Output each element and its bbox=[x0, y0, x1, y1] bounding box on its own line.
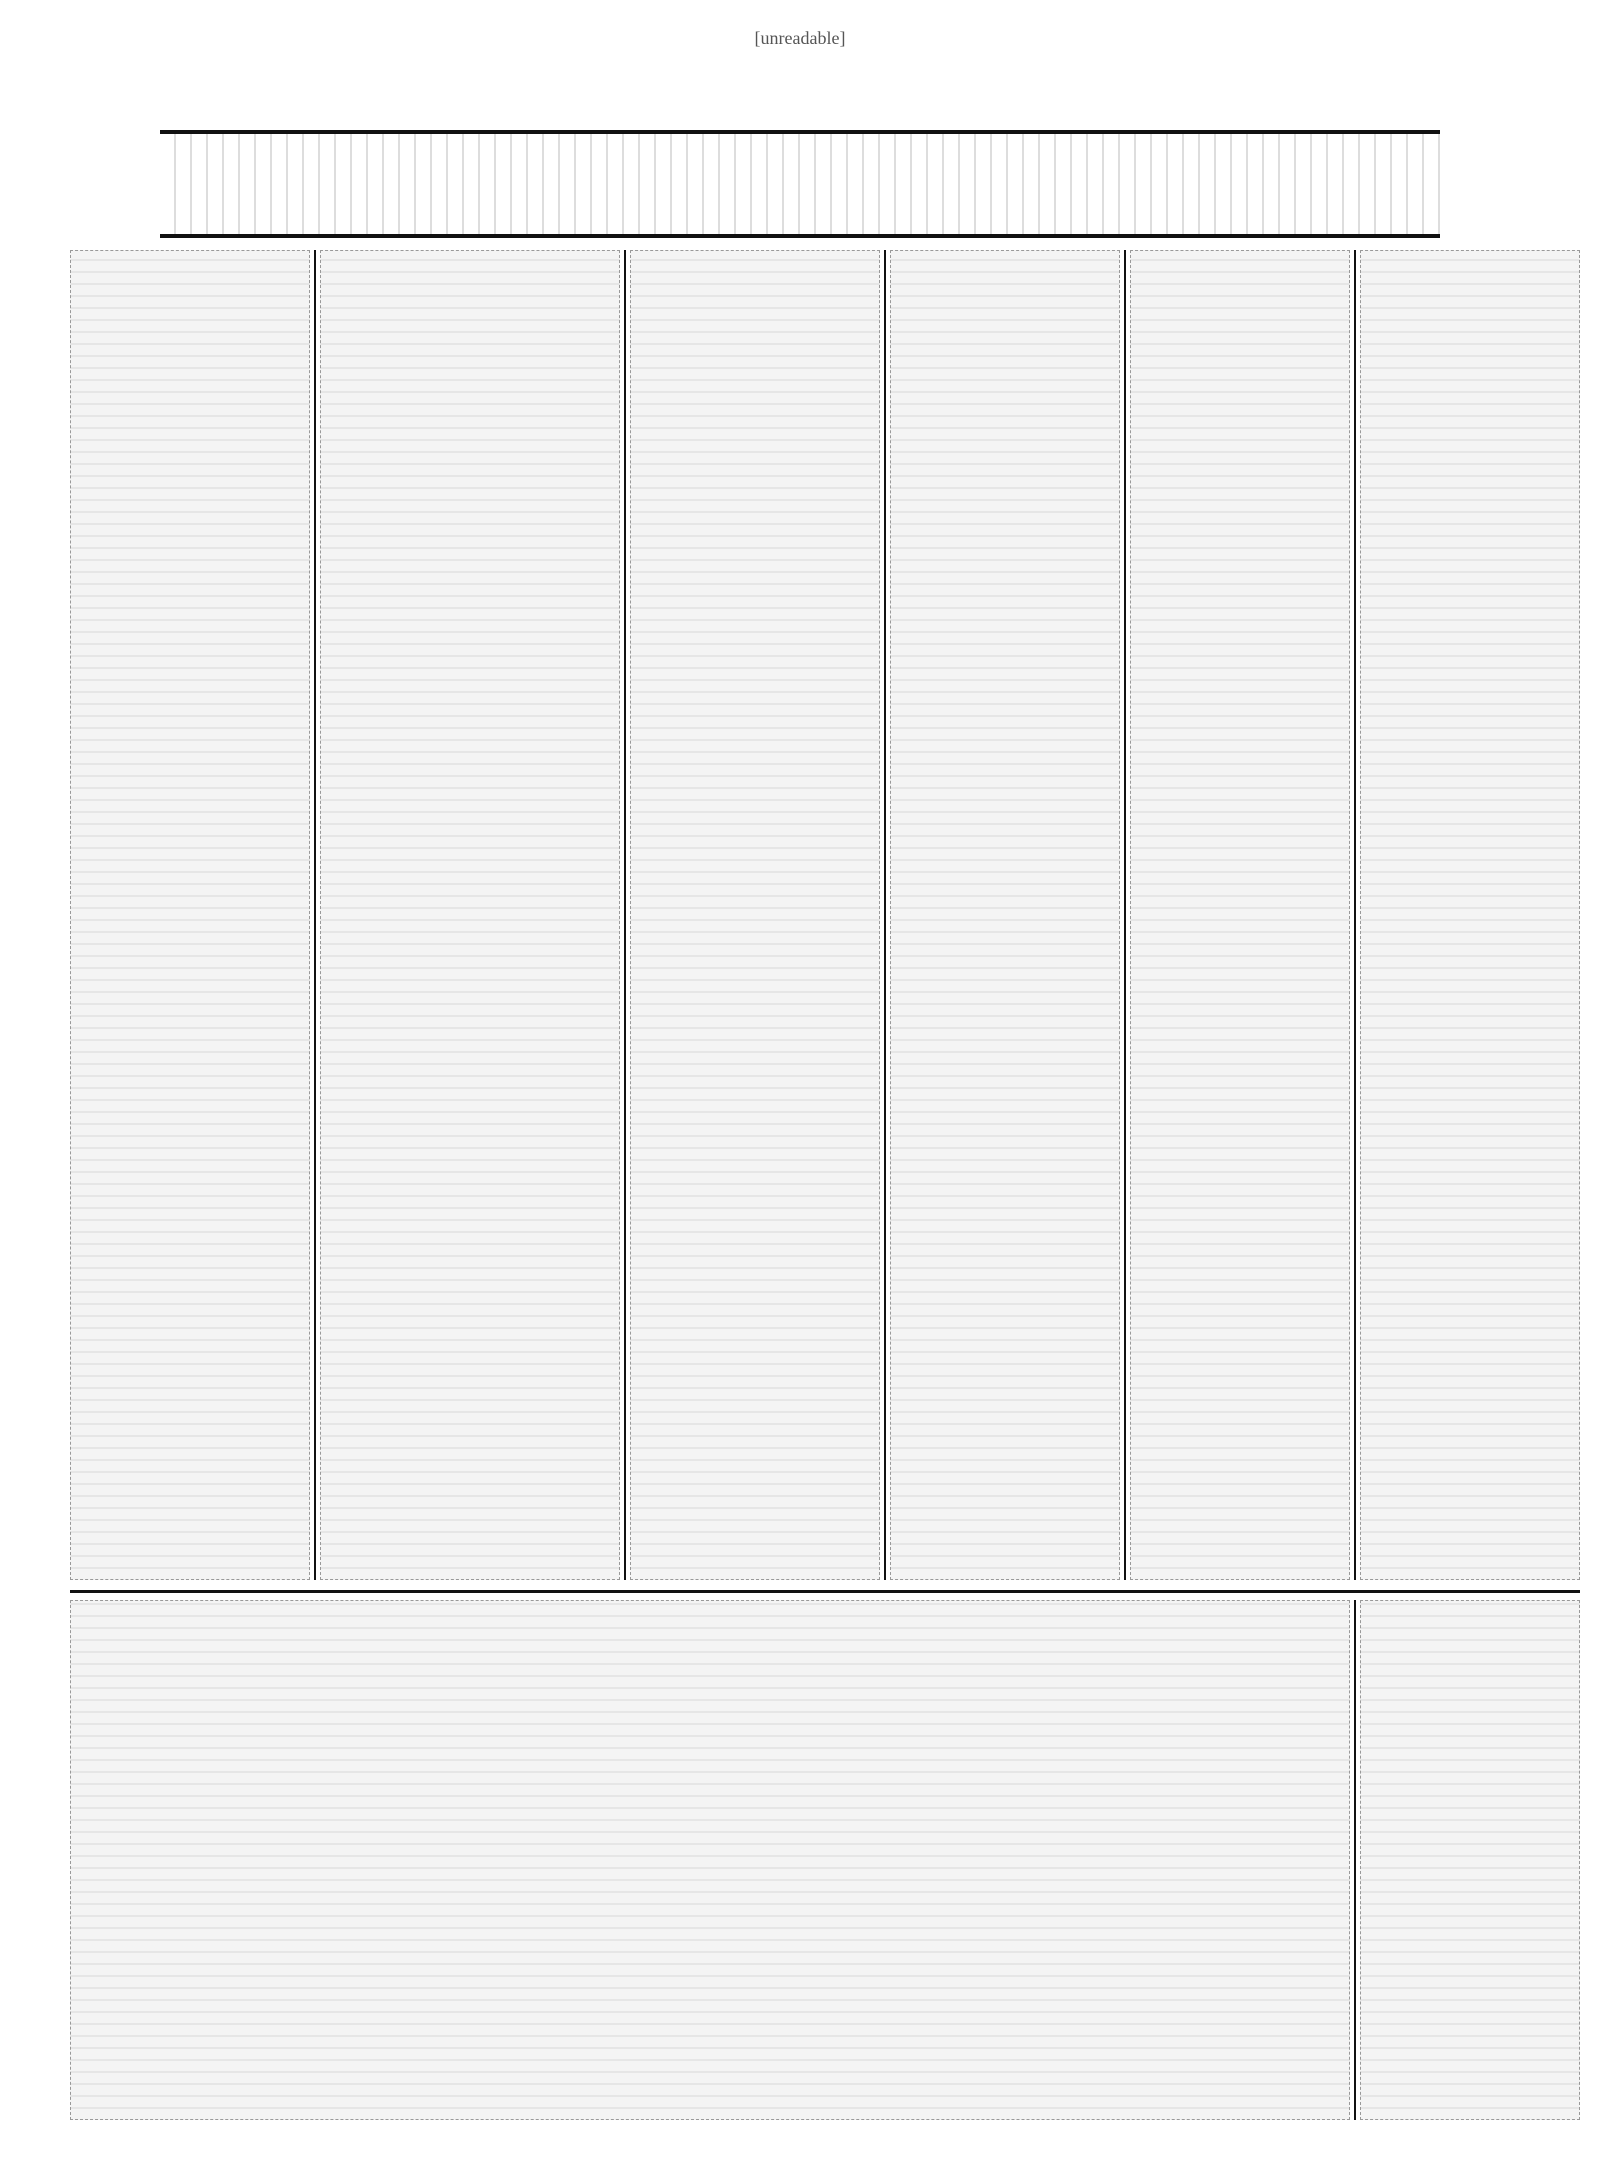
column-rule bbox=[624, 250, 626, 1580]
column-1-unreadable bbox=[70, 250, 310, 1580]
bottom-right-column-unreadable bbox=[1360, 1600, 1580, 2120]
section-divider bbox=[70, 1590, 1580, 1593]
column-rule bbox=[884, 250, 886, 1580]
column-2-unreadable bbox=[320, 250, 620, 1580]
transcription-notice: [unreadable] bbox=[754, 28, 846, 48]
column-5-unreadable bbox=[1130, 250, 1350, 1580]
column-4-unreadable bbox=[890, 250, 1120, 1580]
column-6-unreadable bbox=[1360, 250, 1580, 1580]
serial-section-unreadable bbox=[70, 1600, 1350, 2120]
column-rule bbox=[1354, 1600, 1356, 2120]
column-rule bbox=[1124, 250, 1126, 1580]
masthead-unreadable bbox=[160, 130, 1440, 238]
column-3-unreadable bbox=[630, 250, 880, 1580]
column-rule bbox=[314, 250, 316, 1580]
column-rule bbox=[1354, 250, 1356, 1580]
